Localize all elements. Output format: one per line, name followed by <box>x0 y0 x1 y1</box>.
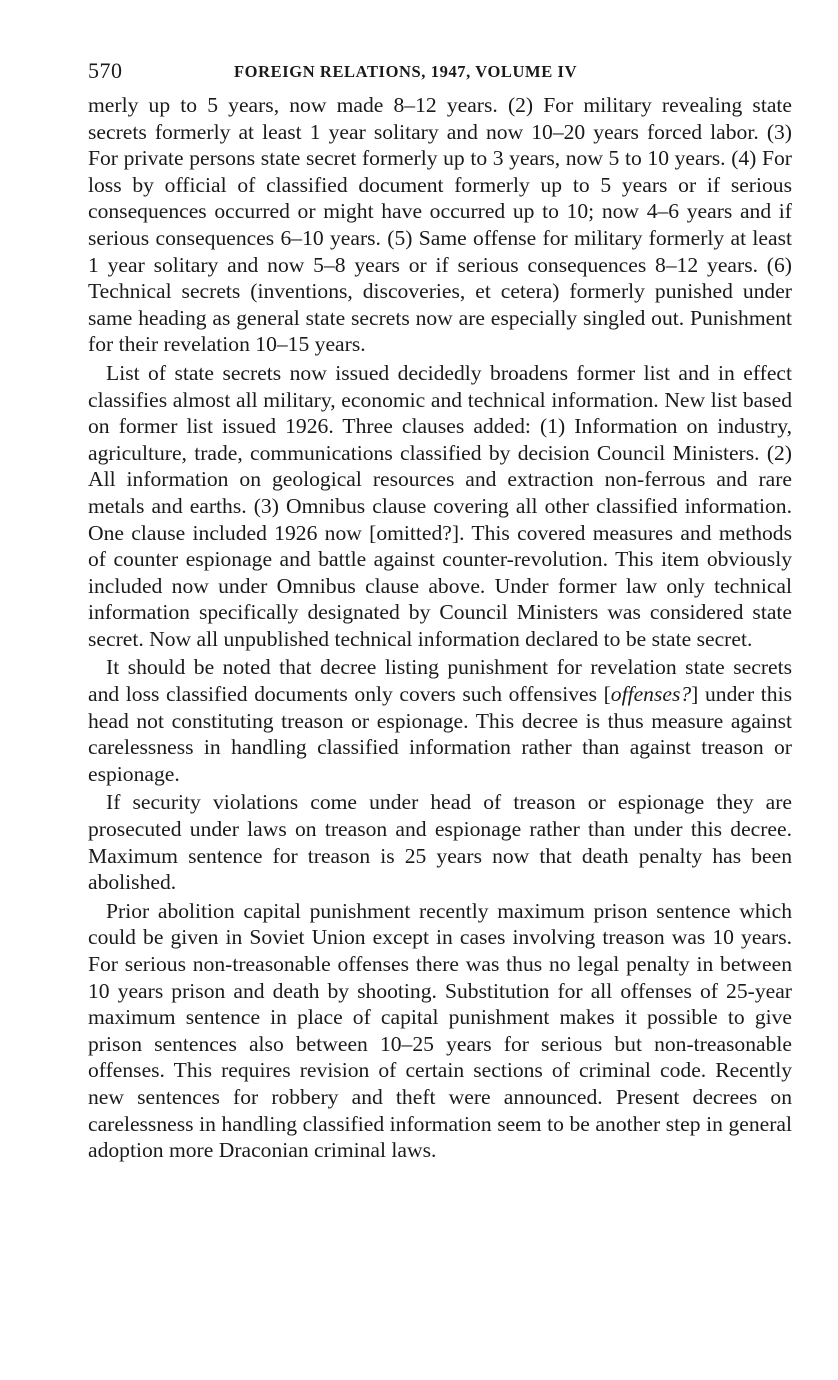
paragraph-decree-note-start: It should be noted that decree listing punishment for revelation state secrets and loss classified documents only covers such offensives [ <box>88 655 792 707</box>
paragraph-decree-note <box>88 654 792 787</box>
running-head <box>88 52 792 92</box>
paragraph-treason-espionage: If security violations come under head of treason or espionage they are prosecuted under laws on treason and espionage rather than under this decree. Maximum sentence for treason is 25 years now that death penalty has been abolished. <box>88 790 792 895</box>
body-text <box>88 92 792 1164</box>
page-content <box>88 52 792 1164</box>
page-number: 570 <box>88 58 123 83</box>
editorial-correction: offenses? <box>610 682 692 707</box>
paragraph-capital-punishment: Prior abolition capital punishment recently maximum prison sentence which could be given in Soviet Union except in cases involving treason was 10 years. For serious non-treasonable offenses there was thus no legal penalty in between 10 years prison and death by shooting. Substitution for all offenses of 25-year maximum sentence in place of capital punishment makes it possible to give prison sentences also between 10–25 years for serious but non-treasonable offenses. This requires revision of certain sections of criminal code. Recently new sentences for robbery and theft were announced. Present decrees on carelessness in handling classified information seem to be another step in general adoption more Draconian criminal laws. <box>88 898 792 1163</box>
paragraph-continuation: merly up to 5 years, now made 8–12 years. (2) For military revealing state secrets formerly at least 1 year solitary and now 10–20 years forced labor. (3) For private persons state secret formerly up to 3 years, now 5 to 10 years. (4) For loss by official of classified document formerly up to 5 years or if serious consequences occurred or might have occurred up to 10; now 4–6 years and if serious consequences 6–10 years. (5) Same offense for military formerly at least 1 year solitary and now 5–8 years or if serious consequences 8–12 years. (6) Technical secrets (inventions, discoveries, et cetera) formerly punished under same heading as general state secrets now are especially singled out. Punishment for their revelation 10–15 years. <box>88 93 792 357</box>
paragraph-decree-note-end: ] under this head not constituting treason or espionage. This decree is thus measure against carelessness in handling classified information rather than against treason or espionage. <box>88 682 792 786</box>
paragraph-state-secrets-list: List of state secrets now issued decidedly broadens former list and in effect classifies almost all military, economic and technical information. New list based on former list issued 1926. Three clauses added: (1) Information on industry, agriculture, trade, communications classified by decision Council Ministers. (2) All information on geological resources and extraction non-ferrous and rare metals and earths. (3) Omnibus clause covering all other classified information. One clause included 1926 now [omitted?]. This covered measures and methods of counter espionage and battle against counter-revolution. This item obviously included now under Omnibus clause above. Under former law only technical information specifically designated by Council Ministers was considered state secret. Now all unpublished technical information declared to be state secret. <box>88 360 792 651</box>
running-head-title: FOREIGN RELATIONS, 1947, VOLUME IV <box>234 62 578 81</box>
